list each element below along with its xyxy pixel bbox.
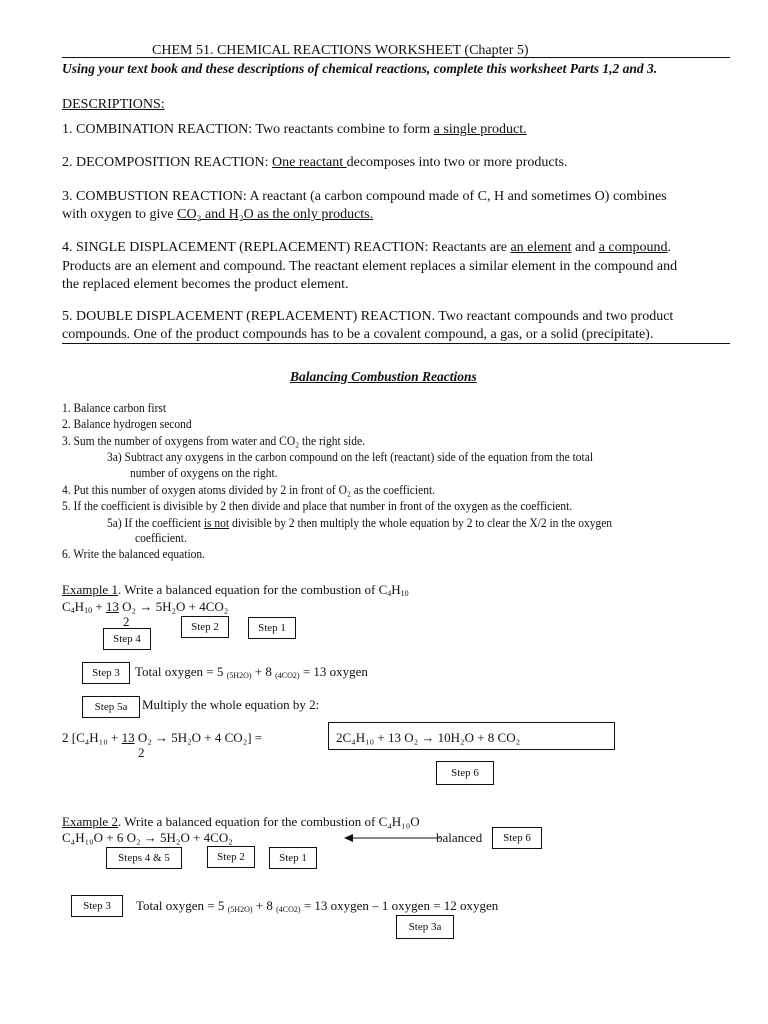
example-1-eq-13: 13: [105, 599, 119, 614]
worksheet-instructions: Using your text book and these descriptions of chemical reactions, complete this worksheet Parts 1,2 and 3.: [62, 61, 658, 76]
example-1-multiply-text: Multiply the whole equation by 2:: [142, 697, 320, 712]
example-2-steps45-box: Steps 4 & 5: [106, 847, 182, 869]
description-4-underlined-element: an element: [510, 240, 572, 255]
description-4-text-b: and: [571, 240, 599, 255]
example-1-step3-sub2: (4CO2): [275, 671, 300, 680]
example-1-label: Example 1: [62, 582, 118, 597]
example-2-step3-box: Step 3: [71, 895, 123, 917]
example-2-step3-a: Total oxygen = 5: [136, 898, 228, 913]
example-1-eq2-denominator: 2: [138, 745, 145, 760]
example-1-step5a-box: Step 5a: [82, 696, 140, 718]
combustion-step-4: 4. Put this number of oxygen atoms divided by 2 in front of O₂ as the coefficient.: [62, 483, 436, 497]
example-2-step3-end: = 13 oxygen – 1 oxygen = 12 oxygen: [300, 898, 499, 913]
title-rule: [62, 57, 730, 58]
description-3-underlined: CO₂ and H₂O as the only products.: [177, 207, 374, 222]
worksheet-title: CHEM 51. CHEMICAL REACTIONS WORKSHEET (Chapter 5): [152, 43, 529, 58]
example-1-equation-doubled: [62, 730, 262, 746]
balanced-arrow: [344, 832, 440, 844]
combustion-step-3a: 3a) Subtract any oxygens in the carbon compound on the left (reactant) side of the equation from the total: [107, 450, 594, 464]
description-2: [62, 154, 567, 171]
example-2-label: Example 2: [62, 814, 118, 829]
example-2-step3-mid: + 8: [252, 898, 277, 913]
combustion-step-1: 1. Balance carbon first: [62, 401, 167, 415]
example-2-step3a-box: Step 3a: [396, 915, 454, 939]
example-1-result: 2C₄H₁₀ + 13 O₂ → 10H₂O + 8 CO₂: [336, 730, 521, 745]
combustion-step-5a-text-b: divisible by 2 then multiply the whole equation by 2 to clear the X/2 in the oxygen: [229, 516, 613, 530]
combustion-step-3: 3. Sum the number of oxygens from water and CO₂ the right side.: [62, 434, 365, 448]
example-1-eq2-b: O₂ → 5H₂O + 4 CO₂] =: [134, 730, 263, 745]
example-2-step2-box: Step 2: [207, 846, 255, 868]
example-1-eq-sub10: 10: [84, 606, 93, 615]
description-4-line1: [62, 239, 671, 256]
combustion-heading: Balancing Combustion Reactions: [290, 369, 477, 384]
example-2-step6-box: Step 6: [492, 827, 542, 849]
example-1-step3-a: Total oxygen = 5: [135, 664, 227, 679]
example-2-equation: C₄H₁₀O + 6 O₂ → 5H₂O + 4CO₂: [62, 830, 233, 845]
combustion-step-5a: [107, 515, 612, 531]
example-1-step3-box: Step 3: [82, 662, 130, 684]
example-1-eq2-a: 2 [C₄H₁₀ +: [62, 730, 122, 745]
description-4-text-c: .: [667, 240, 672, 255]
description-1: [62, 121, 527, 138]
combustion-step-5a-cont: coefficient.: [135, 531, 187, 545]
example-1-intro: [62, 582, 409, 598]
example-2-intro: [62, 814, 420, 830]
example-1-step3-sub1: (5H2O): [226, 671, 252, 680]
example-1-step3-text: [135, 664, 368, 680]
combustion-step-2: 2. Balance hydrogen second: [62, 417, 192, 431]
description-1-underlined: a single product.: [433, 122, 527, 137]
example-1-eq-sub4: 4: [70, 606, 75, 615]
description-4-text-a: 4. SINGLE DISPLACEMENT (REPLACEMENT) REACTION: Reactants are: [62, 240, 511, 255]
description-5-line2: compounds. One of the product compounds has to be a covalent compound, a gas, or a solid (precipitate).: [62, 327, 654, 342]
combustion-step-6: 6. Write the balanced equation.: [62, 547, 206, 561]
example-1-sub4: 4: [387, 589, 392, 598]
example-2-step3-sub2: (4CO2): [276, 905, 301, 914]
descriptions-heading: DESCRIPTIONS:: [62, 97, 165, 112]
example-2-step1-box: Step 1: [269, 847, 317, 869]
example-1-eq-rest: O₂ → 5H₂O + 4CO₂: [118, 599, 229, 614]
description-4-line3: the replaced element becomes the product element.: [62, 277, 349, 292]
description-2-text-a: 2. DECOMPOSITION REACTION:: [62, 155, 272, 170]
example-1-equation: [62, 599, 228, 615]
example-1-intro-text: . Write a balanced equation for the combustion of C: [117, 582, 388, 597]
description-4-underlined-compound: a compound: [598, 240, 668, 255]
combustion-step-5: 5. If the coefficient is divisible by 2 then divide and place that number in front of the oxygen as the coefficient.: [62, 499, 573, 513]
description-3-text: with oxygen to give: [62, 207, 178, 222]
example-1-eq-h: H: [74, 599, 85, 614]
example-1-eq-plus: +: [92, 599, 106, 614]
combustion-step-3a-cont: number of oxygens on the right.: [130, 466, 278, 480]
description-1-text: 1. COMBINATION REACTION: Two reactants combine to form: [62, 122, 434, 137]
example-1-step3-end: = 13 oxygen: [299, 664, 368, 679]
example-1-sub10: 10: [400, 589, 409, 598]
example-2-balanced-label: balanced: [436, 830, 483, 845]
example-1-eq2-13: 13: [121, 730, 135, 745]
description-5-line1: 5. DOUBLE DISPLACEMENT (REPLACEMENT) REACTION. Two reactant compounds and two product: [62, 309, 674, 324]
combustion-step-5a-text-a: 5a) If the coefficient: [107, 516, 204, 530]
descriptions-rule: [62, 343, 730, 344]
description-4-line2: Products are an element and compound. The reactant element replaces a similar element in the compound and: [62, 259, 678, 274]
combustion-step-5a-underlined: is not: [203, 516, 230, 530]
example-1-eq-c: C: [62, 599, 71, 614]
example-1-step3-mid: + 8: [251, 664, 276, 679]
example-1-step2-box: Step 2: [181, 616, 229, 638]
example-1-h: H: [391, 582, 401, 597]
example-2-step3-sub1: (5H2O): [227, 905, 253, 914]
example-1-denominator: 2: [123, 614, 130, 629]
description-2-text-b: decomposes into two or more products.: [346, 155, 568, 170]
example-1-step1-box: Step 1: [248, 617, 296, 639]
example-2-intro-text: . Write a balanced equation for the combustion of C₄H₁₀O: [117, 814, 420, 829]
description-3-line1: 3. COMBUSTION REACTION: A reactant (a carbon compound made of C, H and sometimes O) combines: [62, 189, 667, 204]
description-3-line2: [62, 206, 373, 223]
description-2-underlined: One reactant: [272, 155, 347, 170]
example-1-step6-box: Step 6: [436, 761, 494, 785]
example-1-step4-box: Step 4: [103, 628, 151, 650]
example-2-step3-text: [136, 898, 498, 914]
